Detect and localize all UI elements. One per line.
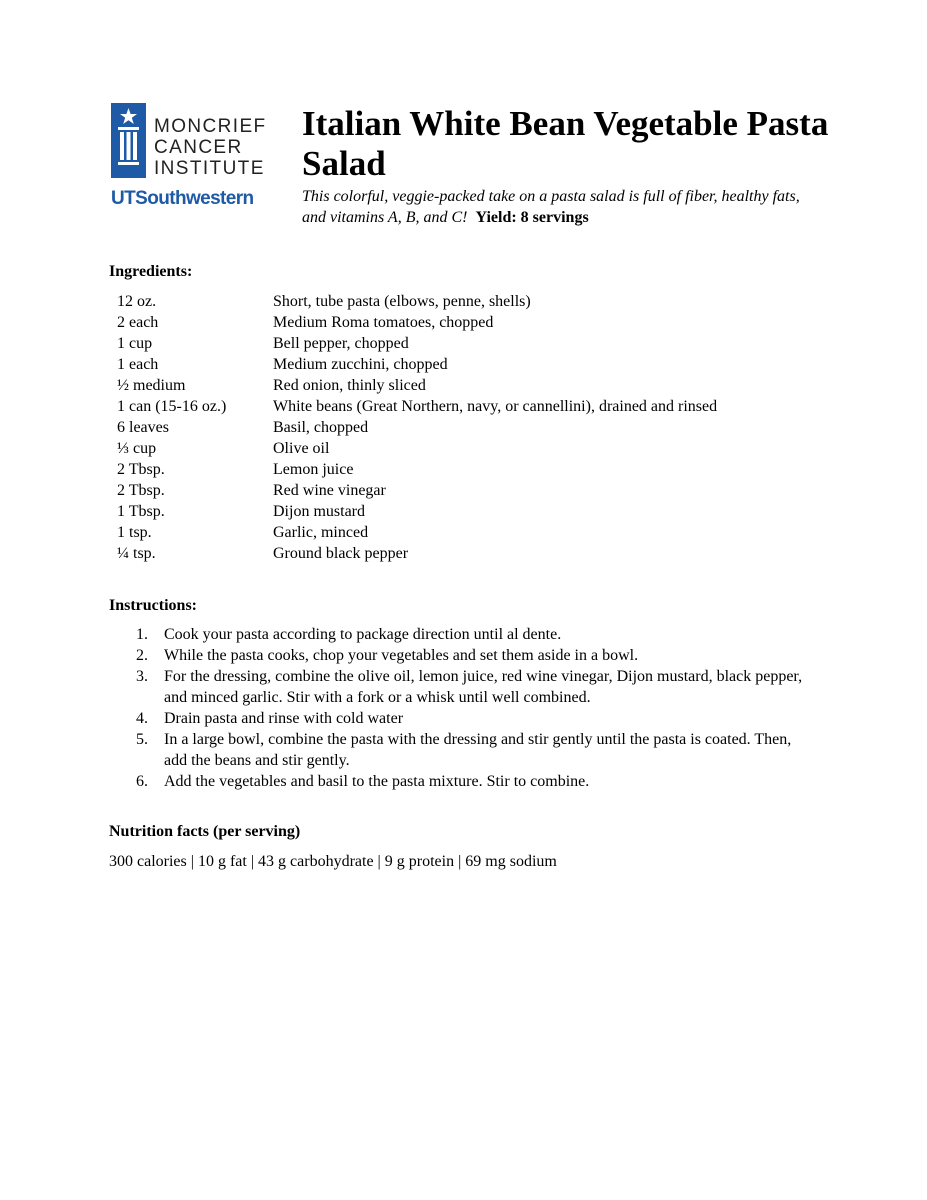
ingredient-quantity: 1 can (15-16 oz.) — [117, 398, 227, 415]
ingredient-row — [117, 291, 837, 312]
ingredient-quantity: 1 Tbsp. — [117, 503, 165, 520]
step-text: In a large bowl, combine the pasta with the dressing and stir gently until the pasta is coated. Then, add the beans and stir gently. — [164, 731, 792, 769]
step-text: While the pasta cooks, chop your vegetables and set them aside in a bowl. — [164, 647, 639, 664]
recipe-subtitle — [302, 186, 822, 228]
step-number: 4. — [136, 710, 148, 727]
ingredients-list — [117, 291, 837, 564]
ingredient-row — [117, 438, 837, 459]
ingredient-quantity: 1 each — [117, 356, 159, 373]
ingredient-name: Short, tube pasta (elbows, penne, shells) — [273, 293, 531, 310]
ingredient-name: Medium zucchini, chopped — [273, 356, 448, 373]
instruction-step — [109, 708, 809, 729]
ingredient-row — [117, 333, 837, 354]
ingredient-name: Red onion, thinly sliced — [273, 377, 426, 394]
ingredient-row — [117, 522, 837, 543]
ingredient-name: Bell pepper, chopped — [273, 335, 409, 352]
step-number: 6. — [136, 773, 148, 790]
ingredient-quantity: 6 leaves — [117, 419, 169, 436]
step-text: Add the vegetables and basil to the pasta mixture. Stir to combine. — [164, 773, 590, 790]
ingredient-quantity: ½ medium — [117, 377, 186, 394]
ingredient-quantity: 12 oz. — [117, 293, 157, 310]
ingredient-quantity: 1 cup — [117, 335, 153, 352]
instruction-step — [109, 645, 809, 666]
instructions-list — [109, 624, 809, 792]
ingredient-quantity: ¼ tsp. — [117, 545, 156, 562]
step-text: For the dressing, combine the olive oil, lemon juice, red wine vinegar, Dijon mustard, black pepper, and minced garlic. Stir with a fork or a whisk until well combined. — [164, 668, 803, 706]
recipe-yield: Yield: 8 servings — [475, 209, 589, 226]
recipe-title: Italian White Bean Vegetable Pasta Salad — [302, 104, 829, 183]
ingredient-row — [117, 459, 837, 480]
ingredient-quantity: 1 tsp. — [117, 524, 152, 541]
logo-text-moncrief: MONCRIEF — [154, 116, 267, 137]
instruction-step — [109, 771, 809, 792]
ingredient-row — [117, 543, 837, 564]
instructions-heading: Instructions: — [109, 597, 198, 614]
ingredient-quantity: 2 Tbsp. — [117, 461, 165, 478]
ingredient-name: Garlic, minced — [273, 524, 369, 541]
ingredient-row — [117, 312, 837, 333]
step-text: Cook your pasta according to package direction until al dente. — [164, 626, 562, 643]
ingredient-row — [117, 354, 837, 375]
logo-text-utsouthwestern: UTSouthwestern — [111, 188, 254, 209]
ingredient-name: Dijon mustard — [273, 503, 365, 520]
logo-text-institute: INSTITUTE — [154, 158, 265, 179]
ingredient-row — [117, 417, 837, 438]
step-number: 2. — [136, 647, 148, 664]
moncrief-logo — [111, 103, 281, 213]
ingredients-heading: Ingredients: — [109, 263, 193, 280]
ingredient-row — [117, 375, 837, 396]
ingredient-name: Ground black pepper — [273, 545, 409, 562]
ingredient-quantity: ⅓ cup — [117, 440, 157, 457]
step-number: 1. — [136, 626, 148, 643]
step-text: Drain pasta and rinse with cold water — [164, 710, 404, 727]
ingredient-row — [117, 480, 837, 501]
instruction-step — [109, 666, 809, 708]
ingredient-quantity: 2 each — [117, 314, 159, 331]
star-column-icon — [111, 103, 146, 178]
ingredient-name: Red wine vinegar — [273, 482, 386, 499]
ingredient-name: Basil, chopped — [273, 419, 369, 436]
instruction-step — [109, 729, 809, 771]
ingredient-name: Lemon juice — [273, 461, 354, 478]
ingredient-name: Medium Roma tomatoes, chopped — [273, 314, 494, 331]
ingredient-row — [117, 396, 837, 417]
instruction-step — [109, 624, 809, 645]
recipe-description: This colorful, veggie-packed take on a pasta salad is full of fiber, healthy fats, and vitamins A, B, and C! — [302, 188, 800, 226]
ingredient-name: White beans (Great Northern, navy, or cannellini), drained and rinsed — [273, 398, 718, 415]
ingredient-name: Olive oil — [273, 440, 330, 457]
ingredient-row — [117, 501, 837, 522]
step-number: 5. — [136, 731, 148, 748]
logo-text-cancer: CANCER — [154, 137, 243, 158]
nutrition-facts: 300 calories | 10 g fat | 43 g carbohydrate | 9 g protein | 69 mg sodium — [109, 853, 557, 870]
ingredient-quantity: 2 Tbsp. — [117, 482, 165, 499]
nutrition-heading: Nutrition facts (per serving) — [109, 823, 301, 840]
step-number: 3. — [136, 668, 148, 685]
